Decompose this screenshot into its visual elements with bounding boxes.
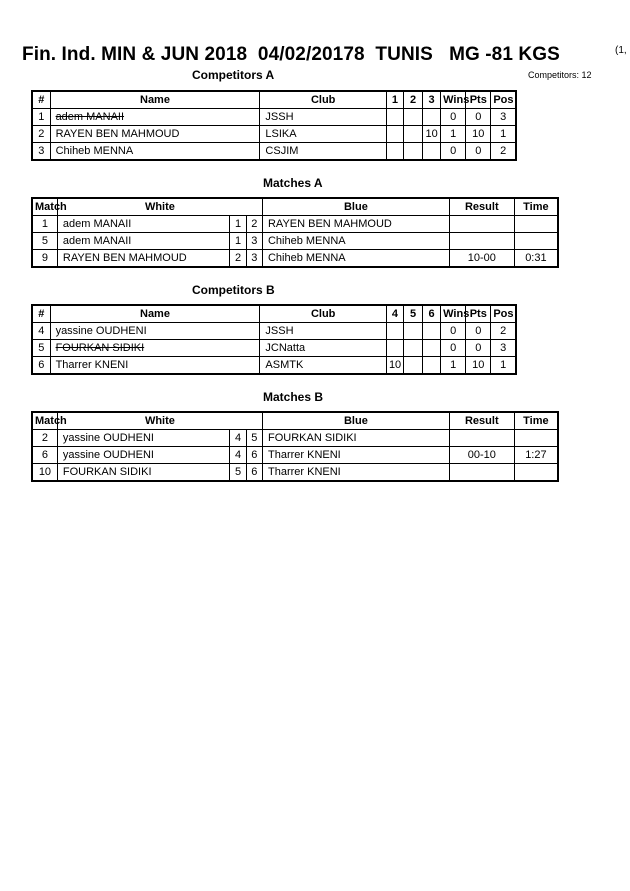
match-time: 1:27 <box>514 447 558 464</box>
white-competitor: yassine OUDHENI <box>57 430 230 447</box>
competitor-club: ASMTK <box>260 357 387 375</box>
score-cell <box>404 109 423 126</box>
score-cell <box>404 340 423 357</box>
score-cell <box>423 143 441 161</box>
col-header-score-1: 1 <box>386 91 403 109</box>
wins-cell: 0 <box>441 323 466 340</box>
col-header-white: White <box>57 412 262 430</box>
blue-number: 2 <box>246 216 262 233</box>
col-header-time: Time <box>514 198 558 216</box>
table-row <box>32 464 558 482</box>
table-row <box>32 233 558 250</box>
white-number: 4 <box>230 430 246 447</box>
competitor-name: RAYEN BEN MAHMOUD <box>50 126 260 143</box>
white-number: 1 <box>230 216 246 233</box>
match-result <box>449 464 514 482</box>
page-title-suffix: (1, <box>615 45 627 56</box>
col-header-score-6: 6 <box>423 305 441 323</box>
wins-cell: 0 <box>441 109 466 126</box>
col-header-blue: Blue <box>262 198 449 216</box>
points-cell: 10 <box>466 357 491 375</box>
competitor-name: yassine OUDHENI <box>50 323 260 340</box>
col-header-num: # <box>32 91 50 109</box>
white-competitor: FOURKAN SIDIKI <box>57 464 230 482</box>
col-header-pos: Pos <box>491 91 516 109</box>
matches-a-body <box>32 216 558 268</box>
col-header-wins: Wins <box>441 91 466 109</box>
points-cell: 0 <box>466 323 491 340</box>
competitors-a-table <box>31 90 517 161</box>
match-result: 10-00 <box>449 250 514 268</box>
blue-number: 6 <box>246 464 262 482</box>
competitor-number: 5 <box>32 340 50 357</box>
position-cell: 2 <box>491 143 516 161</box>
match-result <box>449 430 514 447</box>
blue-competitor: Tharrer KNENI <box>262 447 449 464</box>
match-result <box>449 233 514 250</box>
blue-number: 3 <box>246 233 262 250</box>
match-time <box>514 464 558 482</box>
match-time <box>514 430 558 447</box>
blue-competitor: FOURKAN SIDIKI <box>262 430 449 447</box>
position-cell: 2 <box>491 323 516 340</box>
col-header-pos: Pos <box>491 305 516 323</box>
score-cell: 10 <box>386 357 403 375</box>
competitor-club: LSIKA <box>260 126 387 143</box>
match-number: 1 <box>32 216 57 233</box>
position-cell: 1 <box>491 357 516 375</box>
score-cell <box>386 323 403 340</box>
matches-a-title: Matches A <box>263 176 323 190</box>
points-cell: 0 <box>466 340 491 357</box>
matches-a-table <box>31 197 559 268</box>
col-header-white: White <box>57 198 262 216</box>
col-header-match: Match <box>32 412 57 430</box>
position-cell: 3 <box>491 109 516 126</box>
blue-competitor: Tharrer KNENI <box>262 464 449 482</box>
col-header-name: Name <box>50 91 260 109</box>
col-header-club: Club <box>260 305 387 323</box>
white-competitor: yassine OUDHENI <box>57 447 230 464</box>
score-cell <box>423 357 441 375</box>
col-header-pts: Pts <box>466 305 491 323</box>
col-header-club: Club <box>260 91 387 109</box>
match-number: 10 <box>32 464 57 482</box>
competitor-number: 2 <box>32 126 50 143</box>
white-number: 4 <box>230 447 246 464</box>
table-row <box>32 216 558 233</box>
match-number: 2 <box>32 430 57 447</box>
competitor-number: 6 <box>32 357 50 375</box>
col-header-match: Match <box>32 198 57 216</box>
competitor-club: JSSH <box>260 109 387 126</box>
table-row <box>32 143 516 161</box>
competitor-number: 3 <box>32 143 50 161</box>
col-header-wins: Wins <box>441 305 466 323</box>
competitor-club: JSSH <box>260 323 387 340</box>
match-time <box>514 233 558 250</box>
points-cell: 10 <box>466 126 491 143</box>
col-header-score-5: 5 <box>404 305 423 323</box>
competitor-club: CSJIM <box>260 143 387 161</box>
competitor-name: FOURKAN SIDIKI <box>50 340 260 357</box>
white-number: 2 <box>230 250 246 268</box>
competitors-a-title: Competitors A <box>192 68 275 82</box>
table-row <box>32 447 558 464</box>
score-cell <box>423 323 441 340</box>
score-cell <box>423 109 441 126</box>
table-row <box>32 323 516 340</box>
table-row <box>32 126 516 143</box>
match-time <box>514 216 558 233</box>
wins-cell: 1 <box>441 357 466 375</box>
page-title: Fin. Ind. MIN & JUN 2018 04/02/20178 TUNIS MG -81 KGS <box>22 44 560 65</box>
white-number: 1 <box>230 233 246 250</box>
col-header-pts: Pts <box>466 91 491 109</box>
score-cell <box>404 357 423 375</box>
table-header-row <box>32 305 516 323</box>
competitor-name: Tharrer KNENI <box>50 357 260 375</box>
matches-b-table <box>31 411 559 482</box>
score-cell <box>386 143 403 161</box>
col-header-score-3: 3 <box>423 91 441 109</box>
match-number: 5 <box>32 233 57 250</box>
white-competitor: RAYEN BEN MAHMOUD <box>57 250 230 268</box>
match-result <box>449 216 514 233</box>
competitors-b-title: Competitors B <box>192 283 275 297</box>
score-cell <box>386 340 403 357</box>
blue-number: 5 <box>246 430 262 447</box>
blue-competitor: Chiheb MENNA <box>262 233 449 250</box>
score-cell <box>386 109 403 126</box>
score-cell <box>404 126 423 143</box>
score-cell <box>386 126 403 143</box>
score-cell <box>404 323 423 340</box>
position-cell: 1 <box>491 126 516 143</box>
points-cell: 0 <box>466 109 491 126</box>
score-cell <box>404 143 423 161</box>
table-row <box>32 430 558 447</box>
col-header-name: Name <box>50 305 260 323</box>
table-header-row <box>32 91 516 109</box>
score-cell: 10 <box>423 126 441 143</box>
blue-competitor: Chiheb MENNA <box>262 250 449 268</box>
competitors-b-body <box>32 323 516 375</box>
white-competitor: adem MANAII <box>57 233 230 250</box>
table-row <box>32 357 516 375</box>
col-header-score-4: 4 <box>386 305 403 323</box>
table-header-row <box>32 198 558 216</box>
position-cell: 3 <box>491 340 516 357</box>
col-header-blue: Blue <box>262 412 449 430</box>
points-cell: 0 <box>466 143 491 161</box>
score-cell <box>423 340 441 357</box>
blue-competitor: RAYEN BEN MAHMOUD <box>262 216 449 233</box>
competitor-name: adem MANAII <box>50 109 260 126</box>
table-row <box>32 250 558 268</box>
competitors-count: Competitors: 12 <box>528 70 592 80</box>
table-header-row <box>32 412 558 430</box>
match-time: 0:31 <box>514 250 558 268</box>
competitor-number: 1 <box>32 109 50 126</box>
col-header-result: Result <box>449 412 514 430</box>
white-competitor: adem MANAII <box>57 216 230 233</box>
wins-cell: 0 <box>441 340 466 357</box>
match-number: 9 <box>32 250 57 268</box>
competitor-name: Chiheb MENNA <box>50 143 260 161</box>
wins-cell: 1 <box>441 126 466 143</box>
matches-b-title: Matches B <box>263 390 324 404</box>
competitors-b-table <box>31 304 517 375</box>
match-result: 00-10 <box>449 447 514 464</box>
blue-number: 3 <box>246 250 262 268</box>
col-header-score-2: 2 <box>404 91 423 109</box>
wins-cell: 0 <box>441 143 466 161</box>
table-row <box>32 340 516 357</box>
competitor-club: JCNatta <box>260 340 387 357</box>
competitor-number: 4 <box>32 323 50 340</box>
competitors-a-body <box>32 109 516 161</box>
col-header-num: # <box>32 305 50 323</box>
white-number: 5 <box>230 464 246 482</box>
table-row <box>32 109 516 126</box>
matches-b-body <box>32 430 558 482</box>
col-header-result: Result <box>449 198 514 216</box>
col-header-time: Time <box>514 412 558 430</box>
blue-number: 6 <box>246 447 262 464</box>
match-number: 6 <box>32 447 57 464</box>
